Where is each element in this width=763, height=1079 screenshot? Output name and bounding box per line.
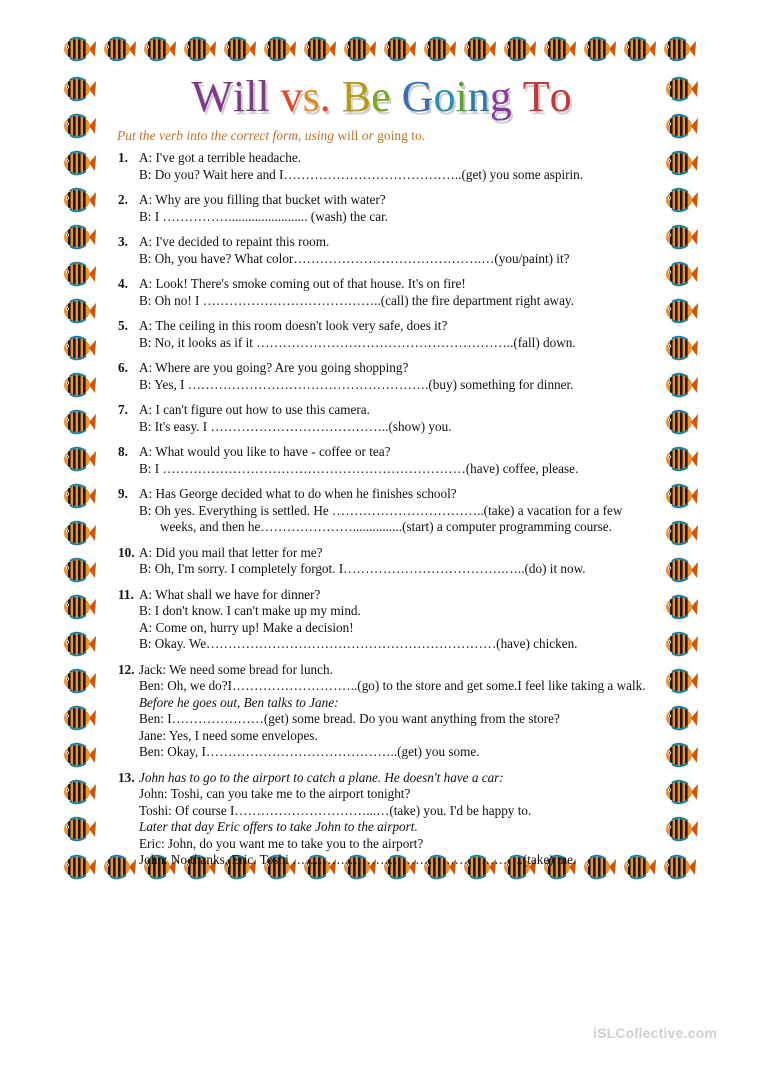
title-letter: v <box>280 72 303 121</box>
exercise-line: A: What shall we have for dinner? <box>139 586 321 602</box>
title-letter <box>512 72 523 122</box>
title-letter: s <box>302 72 320 121</box>
exercise-line: B: Okay. We…………………………………………………………(have) chicken. <box>139 636 578 651</box>
exercise-line: B: Yes, I ……………………………………………….(buy) something for dinner. <box>139 376 574 392</box>
fish-icon <box>62 594 96 620</box>
exercise-line: B: I don't know. I can't make up my mind. <box>139 603 361 618</box>
exercise-item <box>118 276 678 309</box>
exercise-line: Ben: I…………………(get) some bread. Do you want anything from the store? <box>139 711 560 726</box>
exercise-line: A: I've decided to repaint this room. <box>139 234 330 249</box>
fish-icon <box>302 36 336 62</box>
fish-icon <box>62 631 96 657</box>
fish-icon <box>62 816 96 842</box>
title-letter: B <box>341 72 372 121</box>
fish-icon <box>62 446 96 472</box>
fish-icon <box>62 483 96 509</box>
exercise-list <box>118 150 678 878</box>
exercise-item <box>118 234 678 267</box>
fish-icon <box>622 36 656 62</box>
exercise-line: A: Where are you going? Are you going shopping? <box>139 360 409 375</box>
exercise-line: Jane: Yes, I need some envelopes. <box>139 727 318 743</box>
exercise-line: Before he goes out, Ben talks to Jane: <box>139 694 339 710</box>
fish-icon <box>582 36 616 62</box>
exercise-item <box>118 587 678 653</box>
title-letter: i <box>232 72 246 121</box>
exercise-item <box>118 318 678 351</box>
exercise-number: 12. <box>118 661 135 677</box>
exercise-line: John has to go to the airport to catch a plane. He doesn't have a car: <box>139 769 504 785</box>
fish-icon <box>222 36 256 62</box>
fish-icon <box>102 36 136 62</box>
exercise-number: 2. <box>118 192 128 207</box>
exercise-number: 8. <box>118 444 128 459</box>
exercise-line: Later that day Eric offers to take John to the airport. <box>139 819 418 834</box>
title-letter: l <box>245 72 258 121</box>
exercise-line: B: Do you? Wait here and I…………………………………..(get) you some aspirin. <box>139 166 584 182</box>
exercise-item <box>118 545 678 578</box>
title-letter: n <box>467 72 490 121</box>
exercise-line: B: I ……………………………………………………………(have) coffee, please. <box>139 460 579 476</box>
fish-icon <box>62 224 96 250</box>
fish-icon <box>422 36 456 62</box>
exercise-line: B: Oh, I'm sorry. I completely forgot. I……………………………….…..(do) it now. <box>139 561 586 576</box>
exercise-number: 5. <box>118 318 128 333</box>
fish-icon <box>62 261 96 287</box>
instruction-text-3: . <box>421 128 426 143</box>
title-letter: i <box>455 72 468 121</box>
exercise-item <box>118 360 678 393</box>
exercise-line: A: Come on, hurry up! Make a decision! <box>139 619 354 635</box>
fish-icon <box>62 557 96 583</box>
exercise-line: Ben: Oh, we do?I………………………..(go) to the store and get some.I feel like taking a walk. <box>139 678 646 693</box>
fish-icon <box>62 854 96 880</box>
exercise-number: 6. <box>118 360 128 375</box>
exercise-line: Ben: Okay, I……………………………………..(get) you some. <box>139 744 480 759</box>
title-letter: e <box>371 72 391 121</box>
title-letter <box>391 72 402 122</box>
exercise-item <box>118 150 678 183</box>
exercise-line: A: Did you mail that letter for me? <box>139 544 323 560</box>
fish-icon <box>502 36 536 62</box>
fish-icon <box>542 36 576 62</box>
fish-icon <box>62 742 96 768</box>
fish-icon <box>62 409 96 435</box>
title-letter: G <box>401 72 434 121</box>
exercise-line: B: No, it looks as if it …………………………………………………..(fall) down. <box>139 334 576 350</box>
title-letter: . <box>319 72 331 121</box>
fish-icon <box>142 36 176 62</box>
title-letter: g <box>489 72 512 121</box>
exercise-line: B: Oh no! I …………………………………..(call) the fire department right away. <box>139 292 574 308</box>
exercise-line: Toshi: Of course I…………………………...…(take) you. I'd be happy to. <box>139 802 532 818</box>
exercise-item <box>118 444 678 477</box>
exercise-line: B: I ……………........................ (wash) the car. <box>139 208 389 224</box>
footer-watermark: iSLCollective.com <box>593 1025 717 1041</box>
exercise-number: 13. <box>118 769 135 785</box>
instruction-going-to: going to <box>377 128 422 143</box>
exercise-number: 10. <box>118 544 135 560</box>
title-letter: o <box>433 72 456 121</box>
exercise-item <box>118 770 678 869</box>
fish-icon <box>62 668 96 694</box>
title-letter: l <box>257 72 270 121</box>
exercise-number: 3. <box>118 234 128 249</box>
exercise-number: 11. <box>118 586 134 602</box>
exercise-line: B: Oh yes. Everything is settled. He ……………………………..(take) a vacation for a few <box>139 502 623 518</box>
fish-icon <box>62 372 96 398</box>
title-letter: T <box>522 72 550 121</box>
instruction <box>117 128 425 144</box>
title-letter: o <box>549 72 572 121</box>
fish-icon <box>262 36 296 62</box>
exercise-item <box>118 662 678 761</box>
exercise-line: B: Oh, you have? What color…………………………………….…(you/paint) it? <box>139 250 570 266</box>
fish-icon <box>62 150 96 176</box>
fish-icon <box>62 779 96 805</box>
exercise-item <box>118 402 678 435</box>
exercise-line: John: No thanks, Eric. Toshi ……………………………………………..(take) me. <box>139 852 577 867</box>
title-letter: W <box>191 72 233 121</box>
exercise-item <box>118 486 678 536</box>
exercise-number: 1. <box>118 150 128 165</box>
exercise-line: John: Toshi, can you take me to the airport tonight? <box>139 786 411 801</box>
exercise-number: 9. <box>118 486 128 501</box>
fish-icon <box>462 36 496 62</box>
page-title <box>0 72 763 122</box>
exercise-line: weeks, and then he…………………...............(start) a computer programming course. <box>160 519 612 534</box>
fish-icon <box>382 36 416 62</box>
title-letter <box>331 72 342 122</box>
exercise-line: A: I can't figure out how to use this camera. <box>139 402 370 417</box>
exercise-number: 7. <box>118 402 128 417</box>
fish-icon <box>62 36 96 62</box>
fish-icon <box>182 36 216 62</box>
fish-icon <box>62 705 96 731</box>
exercise-line: Eric: John, do you want me to take you to the airport? <box>139 835 424 851</box>
instruction-text-2: or <box>358 128 378 143</box>
exercise-number: 4. <box>118 276 128 291</box>
fish-icon <box>62 520 96 546</box>
exercise-line: B: It's easy. I …………………………………..(show) you. <box>139 418 452 434</box>
fish-icon <box>62 187 96 213</box>
fish-icon <box>662 36 696 62</box>
exercise-line: A: Why are you filling that bucket with water? <box>139 192 386 207</box>
exercise-line: A: The ceiling in this room doesn't look very safe, does it? <box>139 318 448 333</box>
instruction-will: will <box>337 128 359 143</box>
exercise-line: A: Look! There's smoke coming out of that house. It's on fire! <box>139 276 466 291</box>
title-letters <box>191 72 571 121</box>
instruction-text-1: Put the verb into the correct form, using <box>117 128 338 143</box>
exercise-line: A: I've got a terrible headache. <box>139 150 302 165</box>
fish-icon <box>62 335 96 361</box>
exercise-line: A: Has George decided what to do when he finishes school? <box>139 486 457 501</box>
fish-icon <box>342 36 376 62</box>
exercise-item <box>118 192 678 225</box>
exercise-line: A: What would you like to have - coffee or tea? <box>139 444 391 459</box>
title-letter <box>270 72 281 122</box>
fish-icon <box>62 298 96 324</box>
exercise-line: Jack: We need some bread for lunch. <box>139 661 333 677</box>
